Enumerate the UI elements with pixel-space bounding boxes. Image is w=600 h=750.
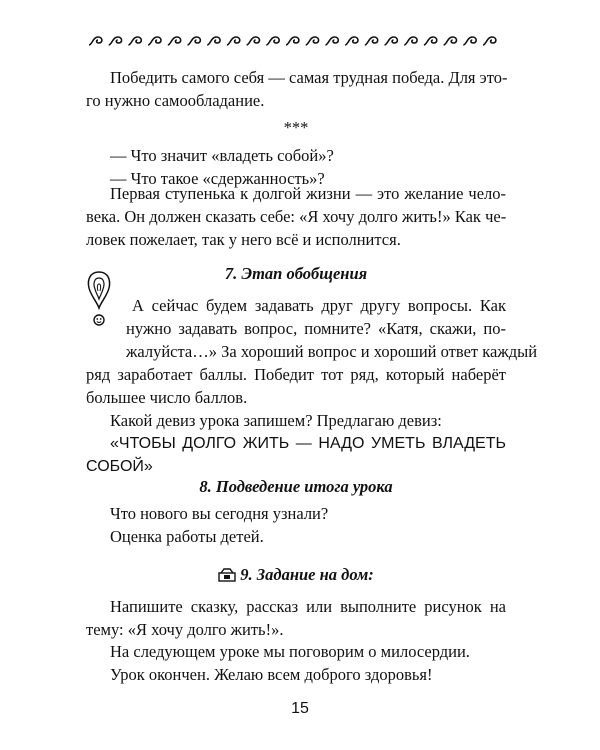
wave-ornament-segment bbox=[247, 37, 260, 45]
wave-ornament-icon bbox=[88, 33, 502, 49]
section-heading-8: 8. Подведение итога урока bbox=[199, 477, 393, 496]
wave-ornament-segment bbox=[148, 37, 161, 45]
paragraph-line: Урок окончен. Желаю всем доброго здоровья! bbox=[110, 665, 433, 684]
paragraph-line: ловек пожелает, так у него всё и исполнится. bbox=[86, 230, 401, 249]
wave-ornament-segment bbox=[385, 37, 398, 45]
shell-icon bbox=[84, 268, 114, 330]
wave-ornament-segment bbox=[365, 37, 378, 45]
paragraph-line: ряд заработает баллы. Победит тот ряд, который наберёт bbox=[86, 365, 506, 384]
wave-ornament-segment bbox=[266, 37, 279, 45]
paragraph-line: Напишите сказку, рассказ или выполните рисунок на bbox=[110, 597, 506, 616]
wave-ornament-segment bbox=[188, 37, 201, 45]
paragraph-line: жалуйста…» За хороший вопрос и хороший ответ каждый bbox=[126, 342, 538, 361]
wave-ornament-segment bbox=[483, 37, 496, 45]
wave-ornament-segment bbox=[227, 37, 240, 45]
wave-ornament-segment bbox=[306, 37, 319, 45]
paragraph-line: Победить самого себя — самая трудная победа. Для это- bbox=[110, 68, 508, 87]
wave-ornament-segment bbox=[444, 37, 457, 45]
paragraph-line: Первая ступенька к долгой жизни — это желание чело- bbox=[110, 184, 506, 203]
wave-ornament-segment bbox=[128, 37, 141, 45]
paragraph-line: нужно задавать вопрос, помните? «Катя, скажи, по- bbox=[126, 319, 506, 338]
paragraph-line: Какой девиз урока запишем? Предлагаю девиз: bbox=[110, 411, 442, 430]
paragraph-line: го нужно самообладание. bbox=[86, 91, 265, 110]
paragraph-line: На следующем уроке мы поговорим о милосердии. bbox=[110, 642, 470, 661]
paragraph-line: А сейчас будем задавать друг другу вопросы. Как bbox=[132, 296, 506, 315]
wave-ornament-segment bbox=[207, 37, 220, 45]
page-number: 15 bbox=[291, 700, 309, 717]
paragraph-line: Оценка работы детей. bbox=[110, 527, 264, 546]
wave-ornament-segment bbox=[404, 37, 417, 45]
wave-ornament-segment bbox=[89, 37, 102, 45]
paragraph-line: большее число баллов. bbox=[86, 388, 248, 407]
motto-line: «ЧТОБЫ ДОЛГО ЖИТЬ — НАДО УМЕТЬ ВЛАДЕТЬ bbox=[110, 435, 506, 452]
motto-line: СОБОЙ» bbox=[86, 458, 153, 475]
paragraph-line: Что нового вы сегодня узнали? bbox=[110, 504, 329, 523]
section-heading-9-label: 9. Задание на дом: bbox=[240, 565, 374, 584]
wave-ornament-segment bbox=[168, 37, 181, 45]
section-heading-7: 7. Этап обобщения bbox=[224, 264, 368, 283]
wave-ornament-segment bbox=[463, 37, 476, 45]
dialogue-line: — Что такое «сдержанность»? bbox=[110, 169, 325, 188]
separator-asterisks: *** bbox=[283, 118, 309, 137]
section-heading-9 bbox=[86, 563, 506, 586]
homework-icon bbox=[218, 568, 236, 582]
paragraph-line: века. Он должен сказать себе: «Я хочу долго жить!» Как че- bbox=[86, 207, 507, 226]
wave-ornament-segment bbox=[345, 37, 358, 45]
wave-ornament-segment bbox=[109, 37, 122, 45]
wave-ornament-segment bbox=[325, 37, 338, 45]
wave-ornament-segment bbox=[424, 37, 437, 45]
paragraph-line: тему: «Я хочу долго жить!». bbox=[86, 620, 284, 639]
wave-ornament-segment bbox=[286, 37, 299, 45]
dialogue-line: — Что значит «владеть собой»? bbox=[110, 146, 334, 165]
